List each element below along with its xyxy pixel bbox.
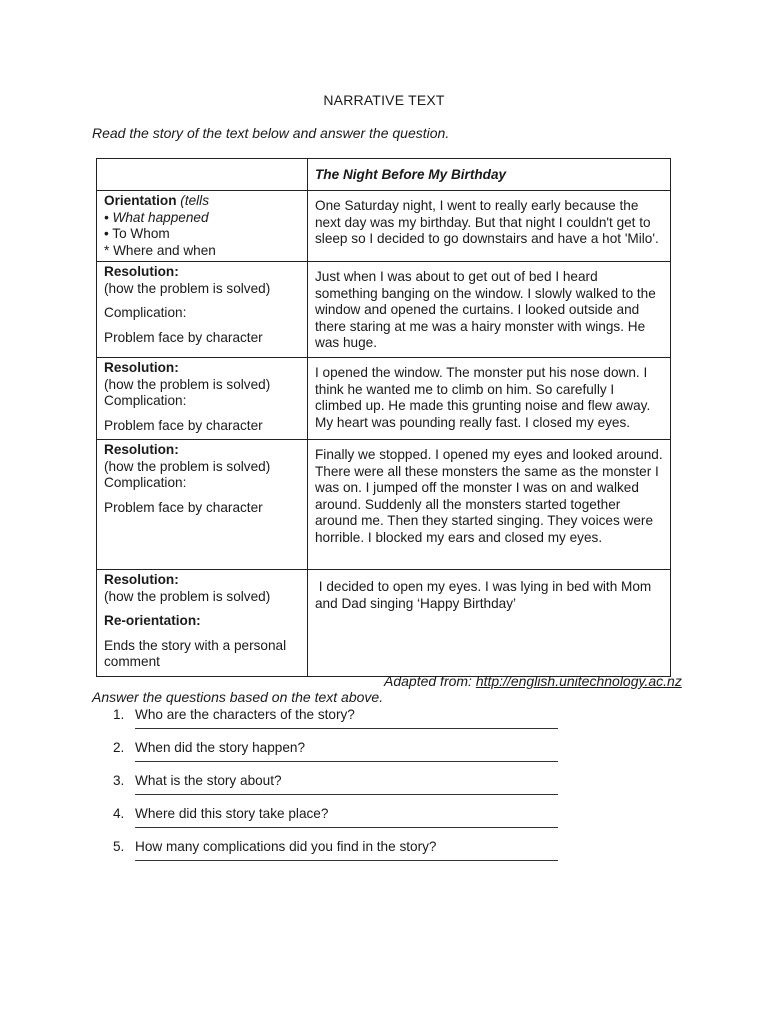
list-item bbox=[92, 805, 572, 838]
story-paragraph: One Saturday night, I went to really early because the next day was my birthday. But that night I couldn't get to sleep so I decided to go downstairs and have a hot 'Milo'. bbox=[308, 191, 671, 262]
answer-line[interactable] bbox=[135, 794, 558, 795]
list-item bbox=[92, 838, 572, 871]
complication-label: Complication: bbox=[104, 393, 187, 408]
orientation-cell bbox=[97, 191, 308, 262]
orientation-line: • To Whom bbox=[104, 226, 170, 241]
page-title: NARRATIVE TEXT bbox=[323, 92, 445, 108]
table-row bbox=[97, 191, 671, 262]
question-text: When did the story happen? bbox=[135, 740, 306, 755]
question-text: What is the story about? bbox=[135, 773, 282, 788]
resolution-heading: Resolution: bbox=[104, 264, 179, 279]
problem-label: Problem face by character bbox=[104, 417, 263, 433]
question-number: 2. bbox=[113, 740, 125, 755]
resolution-sub: (how the problem is solved) bbox=[104, 458, 271, 474]
story-paragraph: I decided to open my eyes. I was lying in bed with Mom and Dad singing ‘Happy Birthday’ bbox=[308, 570, 671, 677]
table-row bbox=[97, 262, 671, 358]
resolution-cell bbox=[97, 440, 308, 570]
resolution-sub: (how the problem is solved) bbox=[104, 588, 271, 604]
resolution-sub: (how the problem is solved) bbox=[104, 280, 271, 296]
story-table bbox=[96, 158, 671, 677]
orientation-line: • What happened bbox=[104, 209, 209, 225]
ends-label: Ends the story with a personal comment bbox=[104, 637, 287, 669]
header-empty-cell bbox=[97, 159, 308, 191]
table-row bbox=[97, 440, 671, 570]
question-number: 1. bbox=[113, 707, 125, 722]
question-text: Where did this story take place? bbox=[135, 806, 329, 821]
problem-label: Problem face by character bbox=[104, 329, 263, 345]
answer-line[interactable] bbox=[135, 761, 558, 762]
question-text: How many complications did you find in the story? bbox=[135, 839, 437, 854]
table-row bbox=[97, 358, 671, 440]
reorientation-cell bbox=[97, 570, 308, 677]
resolution-heading: Resolution: bbox=[104, 572, 179, 587]
orientation-note: (tells bbox=[176, 193, 209, 208]
questions-intro: Answer the questions based on the text above. bbox=[92, 689, 384, 705]
instruction-text: Read the story of the text below and answer the question. bbox=[92, 125, 450, 141]
story-paragraph: I opened the window. The monster put his nose down. I think he wanted me to climb on him. So carefully I climbed up. He made this grunting noise and flew away. My heart was pounding really fast. I closed my eyes. bbox=[308, 358, 671, 440]
resolution-heading: Resolution: bbox=[104, 442, 179, 457]
source-credit bbox=[384, 673, 682, 689]
orientation-heading: Orientation bbox=[104, 193, 177, 208]
reorientation-heading: Re-orientation: bbox=[104, 613, 201, 628]
answer-line[interactable] bbox=[135, 827, 558, 828]
resolution-cell bbox=[97, 358, 308, 440]
answer-line[interactable] bbox=[135, 728, 558, 729]
story-title: The Night Before My Birthday bbox=[308, 159, 671, 191]
question-text: Who are the characters of the story? bbox=[135, 707, 355, 722]
source-link[interactable]: http://english.unitechnology.ac.nz bbox=[475, 673, 682, 689]
complication-label: Complication: bbox=[104, 305, 187, 320]
list-item bbox=[92, 706, 572, 739]
resolution-cell bbox=[97, 262, 308, 358]
table-row bbox=[97, 159, 671, 191]
table-row bbox=[97, 570, 671, 677]
source-prefix: Adapted from: bbox=[384, 673, 476, 689]
list-item bbox=[92, 772, 572, 805]
answer-line[interactable] bbox=[135, 860, 558, 861]
resolution-heading: Resolution: bbox=[104, 360, 179, 375]
question-number: 3. bbox=[113, 773, 125, 788]
story-paragraph: Finally we stopped. I opened my eyes and looked around. There were all these monsters the same as the monster I was on. I jumped off the monster I was on and walked around. Suddenly all the monsters started together around me. Then they started singing. They voices were horrible. I blocked my ears and closed my eyes. bbox=[308, 440, 671, 570]
question-number: 4. bbox=[113, 806, 125, 821]
complication-label: Complication: bbox=[104, 475, 187, 490]
question-number: 5. bbox=[113, 839, 125, 854]
resolution-sub: (how the problem is solved) bbox=[104, 376, 271, 392]
list-item bbox=[92, 739, 572, 772]
story-paragraph: Just when I was about to get out of bed I heard something banging on the window. I slowly walked to the window and opened the curtains. I looked outside and there staring at me was a hairy monster with wings. He was huge. bbox=[308, 262, 671, 358]
question-list bbox=[92, 706, 572, 871]
problem-label: Problem face by character bbox=[104, 499, 263, 515]
orientation-line: * Where and when bbox=[104, 242, 216, 258]
